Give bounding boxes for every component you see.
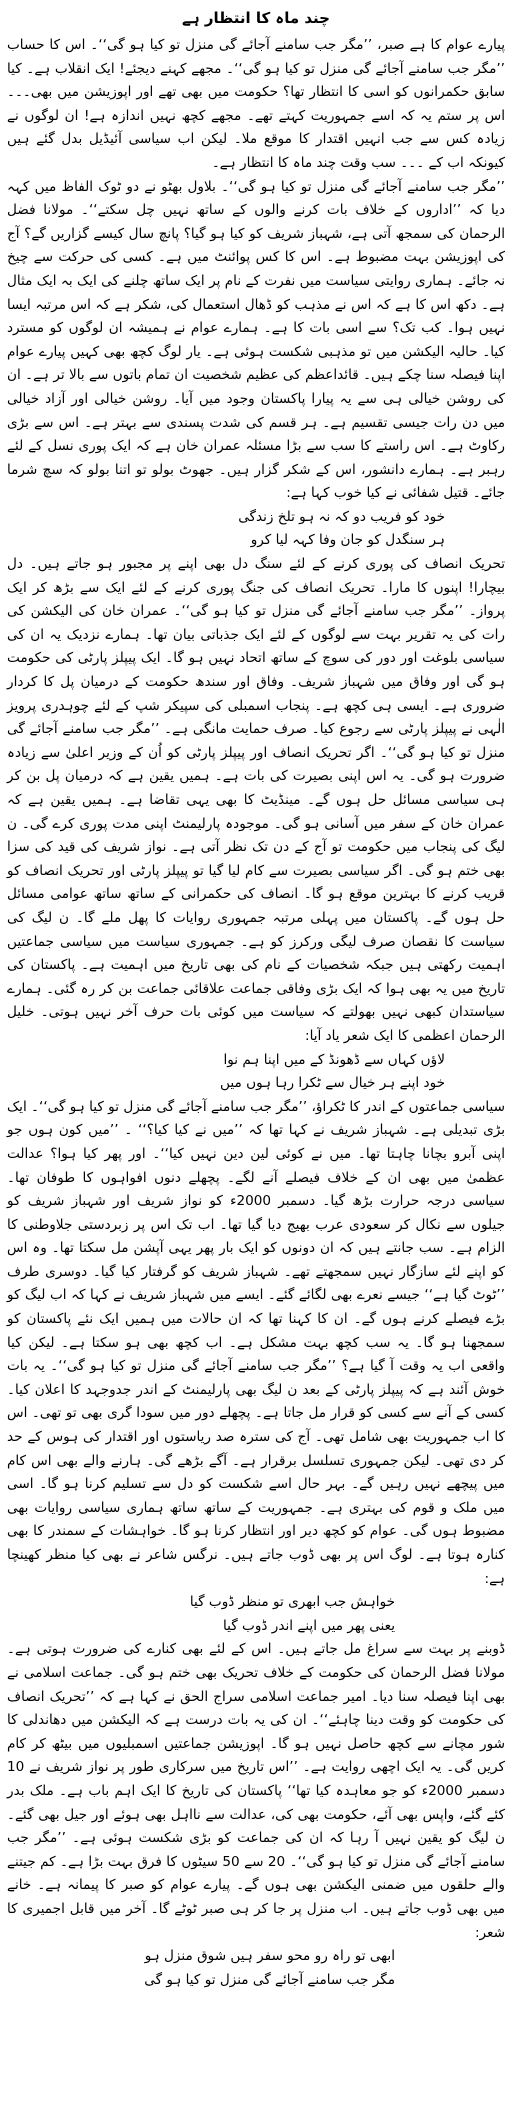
poem-verse-line: ابھی تو راہ رو محو سفر ہیں شوق منزل ہو <box>144 1948 395 1965</box>
poem-verse-line: مگر جب سامنے آجائے گی منزل تو کیا ہو گی <box>144 1971 395 1988</box>
poem-verse-line: ہر سنگدل کو جان وفا کہہ لیا کرو <box>250 532 445 549</box>
article-paragraph: ’’مگر جب سامنے آجائے گی منزل تو کیا ہو گی‘‘۔ بلاول بھٹو نے دو ٹوک الفاظ میں کہہ دیا کہ ’’اداروں کے خلاف بات کرنے والوں کے ساتھ نہیں چل سکتے‘‘۔ مولانا فضل الرحمان کی سمجھ آتی ہے، شہباز شریف کو کیا ہو گیا؟ پانچ سال کیسے گزاریں گے؟ آج کی اپوزیشن بہت مضبوط ہے۔ اس کا کس پوائنٹ میں ہے۔ کسی کی حرکت سے چیخ نہ جائے۔ ہماری روایتی سیاست میں نفرت کے نام پر ایک ساتھ چلنے کی ایک بہ ایک مثال ہے۔ دکھ اس کا ہے کہ اس نے مذہب کو ڈھال استعمال کی، شکر ہے کہ اس مرتبہ ایسا نہیں ہوا۔ کب تک؟ سے اسی بات کا ہے۔ ہمارے عوام نے ہمیشہ ان لوگوں کو مسترد کیا۔ حالیہ الیکشن میں تو مذہبی شکست ہوئی ہے۔ یار لوگ کچھ بھی کہیں پیارے عوام اپنا فیصلہ سنا چکے ہیں۔ قائداعظم کی عظیم شخصیت ان تمام باتوں سے بالا تر ہے۔ ان کی روشن خیالی ہی سے یہ پیارا پاکستان وجود میں آیا۔ روشن خیالی اور آزاد خیالی میں دن رات جیسی تقسیم ہے۔ ہر قسم کی شدت پسندی سے بہتر ہے۔ اس سے بڑی رکاوٹ ہے۔ اس راستے کا سب سے بڑا مسئلہ عمران خان ہے کہ ایک پوری نسل کے لئے رہبر ہے۔ ہمارے دانشور، اس کے شکر گزار ہیں۔ جھوٹ بولو تو اتنا بولو کہ سچ شرما جائے۔ قتیل شفائی نے کیا خوب کہا ہے: <box>7 178 505 502</box>
article-paragraph: ڈوبنے پر بہت سے سراغ مل جاتے ہیں۔ اس کے لئے بھی کنارے کی ضرورت ہوتی ہے۔ مولانا فضل الرحمان کی حکومت کے خلاف تحریک بھی ختم ہو گی۔ جماعت اسلامی نے بھی اپنا فیصلہ سنا دیا۔ امیر جماعت اسلامی سراج الحق نے کہا ہے کہ ’’تحریک انصاف کی حکومت کو وقت دینا چاہئے‘‘۔ ان کی یہ بات درست ہے کہ الیکشن میں دھاندلی کا شور مچانے سے کچھ حاصل نہیں ہو گا۔ اپوزیشن جماعتیں اسمبلیوں میں بیٹھ کر کام کریں گی۔ یہ ایک اچھی روایت ہے۔ ’’اس تاریخ میں سرکاری طور پر نواز شریف نے 10 دسمبر 2000ء کو جو معاہدہ کیا تھا‘‘ پاکستان کی تاریخ کا ایک اہم باب ہے۔ ملک بدر کئے گئے، واپس بھی آئے، حکومت بھی کی، عدالت سے نااہل بھی ہوئے اور جیل بھی گئے۔ ن لیگ کو یقین نہیں آ رہا کہ ان کی جماعت کو بڑی شکست ہوئی ہے۔ ’’مگر جب سامنے آجائے گی منزل تو کیا ہو گی‘‘۔ 20 سے 50 سیٹوں کا فرق بہت بڑا ہے۔ کم جیتنے والے حلقوں میں ضمنی الیکشن بھی ہوں گے۔ پیارے عوام کو صبر کا پیمانہ ہے۔ خانے میں بھی ڈوب جاتے ہیں۔ اب منزل پر جا کر ہی صبر ٹوٹے گا۔ آخر میں قابل اجمیری کا شعر: <box>7 1641 505 1941</box>
poem-verse-line: خود اپنے ہر خیال سے ٹکرا رہا ہوں میں <box>220 1075 445 1092</box>
article-paragraph: پیارے عوام کا ہے صبر، ’’مگر جب سامنے آجائے گی منزل تو کیا ہو گی‘‘۔ اس کا حساب ’’مگر جب سامنے آجائے گی منزل تو کیا ہو گی‘‘۔ مجھے کہنے دیجئے! ایک انقلاب ہے۔ کیا سابق حکمرانوں کو اسی کا انتظار تھا؟ حکومت میں بھی تھے اور اپوزیشن میں بھی۔۔۔ اس پر ستم یہ کہ اسے جمہوریت کہتے تھے۔ مجھے کچھ نہیں اندازہ ہے! ان لوگوں نے زیادہ کس سے جب انہیں اقتدار کا موقع ملا۔ لیکن اب سیاسی آئیڈیل بدل گئے ہیں کیونکہ اب کے ۔۔۔ سب وقت چند ماہ کا انتظار ہے۔ <box>7 37 505 171</box>
article-paragraph: تحریک انصاف کی پوری کرنے کے لئے سنگ دل بھی اپنے پر مجبور ہو جاتے ہیں۔ دل بیچارا! اپنوں کا مارا۔ تحریک انصاف کی جنگ پوری کرنے کے لئے ایک سے بڑھ کر ایک پرواز۔ ’’مگر جب سامنے آجائے گی منزل تو کیا ہو گی‘‘۔ عمران خان کی الیکشن کی رات کی یہ تقریر بہت سے لوگوں کے لئے ایک جذباتی بیان تھا۔ ہمارے نزدیک یہ ان کی سیاسی بلوغت اور دور کی سوچ کے ساتھ اتحاد نہیں ہو گا۔ ایک پیپلز پارٹی کی حکومت ہو گی اور وفاق میں شہباز شریف۔ وفاق اور سندھ حکومت کے درمیان پل کا کردار ضروری ہے۔ ایسی ہی کچھ ہے۔ پنجاب اسمبلی کی سپیکر شپ کے لئے چوہدری پرویز الٰہی نے پیپلز پارٹی سے رجوع کیا۔ صرف حمایت مانگی ہے۔ ’’مگر جب سامنے آجائے گی منزل تو کیا ہو گی‘‘۔ اگر تحریک انصاف اور پیپلز پارٹی کو اُن کے وزیر اعلیٰ سے زیادہ ضرورت ہو گی۔ یہ اس اپنی بصیرت کی بات ہے۔ ہمیں یقین ہے کہ درمیان پل بن کر ہی سیاسی مسائل حل ہوں گے۔ مینڈیٹ کا بھی یہی تقاضا ہے۔ ہمیں یقین ہے کہ عمران خان کے سفر میں آسانی ہو گی۔ موجودہ پارلیمنٹ اپنی مدت پوری کرے گی۔ ن لیگ کی پنجاب میں حکومت تو آج کے دن تک نظر آتی ہے۔ نواز شریف کی قید کی سزا بھی ختم ہو گی۔ اگر سیاسی بصیرت سے کام لیا گیا تو پیپلز پارٹی اور تحریک انصاف کو قریب کرنے کا بہترین موقع ہو گا۔ انصاف کی حکمرانی کے ساتھ ساتھ عوامی مسائل حل ہوں گے۔ پاکستان میں پہلی مرتبہ جمہوری روایات کا پھل ملے گا۔ ن لیگ کی سیاست کا نقصان صرف لیگی ورکرز کو ہے۔ جمہوری سیاست میں سیاسی جماعتیں اہمیت رکھتی ہیں جبکہ شخصیات کے نام کی بھی تاریخ میں اہمیت ہے۔ پاکستان کی تاریخ میں یہ بھی ہوا کہ ایک بڑی وفاقی جماعت علاقائی جماعت بن کر رہ گئی۔ ہمارے سیاستدان کبھی نہیں بھولتے کہ سیاست میں کوئی بات حرف آخر نہیں ہوتی۔ خلیل الرحمان اعظمی کا ایک شعر یاد آیا: <box>7 556 505 1044</box>
poem-verse-line: لاؤں کہاں سے ڈھونڈ کے میں اپنا ہم نوا <box>223 1051 445 1068</box>
article-paragraph: سیاسی جماعتوں کے اندر کا ٹکراؤ، ’’مگر جب سامنے آجائے گی منزل تو کیا ہو گی‘‘۔ ایک بڑی تبدیلی ہے۔ شہباز شریف نے کہا تھا کہ ’’میں نے کیا کیا؟‘‘ ۔ ’’میں کون ہوں جو اپنی آبرو بچانا چاہتا تھا۔ میں نے کوئی لین دین نہیں کیا‘‘۔ اور پھر کیا ہوا؟ عدالت عظمیٰ میں بھی ان کے خلاف فیصلے آنے لگے۔ پچھلے دنوں افواہوں کا طوفان تھا۔ سیاسی درجہ حرارت بڑھ گیا۔ دسمبر 2000ء کو نواز شریف اور شہباز شریف کو جیلوں سے نکال کر سعودی عرب بھیج دیا گیا تھا۔ اب تک اس پر زبردستی جلاوطنی کا الزام ہے۔ سب جانتے ہیں کہ ان دونوں کو ایک بار پھر یہی آپشن مل سکتا تھا۔ وہ اس کو اپنے لئے سازگار نہیں سمجھتے تھے۔ شہباز شریف کو گرفتار کیا گیا۔ دوسری طرف ’’ٹوٹ گیا ہے‘‘ جیسے نعرے بھی لگائے گئے۔ ایسے میں شہباز شریف نے کہا کہ اب لیگ کو بڑے فیصلے کرنے ہوں گے۔ ان کا کہنا تھا کہ ان حالات میں ہمیں ایک نئے پاکستان کو سمجھنا ہو گا۔ یہ سب کچھ بہت مشکل ہے۔ اب کچھ بھی ہو سکتا ہے۔ لیکن کیا واقعی اب یہ وقت آ گیا ہے؟ ’’مگر جب سامنے آجائے گی منزل تو کیا ہو گی‘‘۔ یہ بات خوش آئند ہے کہ پیپلز پارٹی کے بعد ن لیگ بھی پارلیمنٹ کے اندر جدوجہد کا اعلان کیا۔ کسی کے آنے سے کسی کو قرار مل جاتا ہے۔ پچھلے دور میں سودا گری بھی تو تھی۔ اس کا اب جمہوریت بھی شامل تھی۔ آج کی سترہ صد ریاستوں اور اقتدار کی ہوس کے حد کر دی تھی۔ لیکن جمہوری تسلسل برقرار ہے۔ آگے بڑھے گی۔ ہارنے والے بھی اس کام میں پیچھے نہیں رہیں گے۔ بہر حال اسے شکست کو دل سے تسلیم کرنا ہو گا۔ اسی میں ملک و قوم کی بہتری ہے۔ جمہوریت کے ساتھ ساتھ ہماری سیاسی روایات بھی مضبوط ہوں گی۔ عوام کو کچھ دیر اور انتظار کرنا ہو گا۔ خواہشات کے سمندر کا بھی کنارہ ہوتا ہے۔ لوگ اس پر بھی ڈوب جاتے ہیں۔ نرگس شاعر نے بھی کیا منظر کھینچا ہے: <box>7 1098 505 1587</box>
article-title: چند ماہ کا انتظار ہے <box>182 9 330 27</box>
poem-verse-line: خواہش جب ابھری تو منظر ڈوب گیا <box>189 1594 395 1611</box>
poem-verse-line: خود کو فریب دو کہ نہ ہو تلخ زندگی <box>238 508 445 525</box>
poem-verse-line: یعنی پھر میں اپنے اندر ڈوب گیا <box>223 1617 395 1634</box>
